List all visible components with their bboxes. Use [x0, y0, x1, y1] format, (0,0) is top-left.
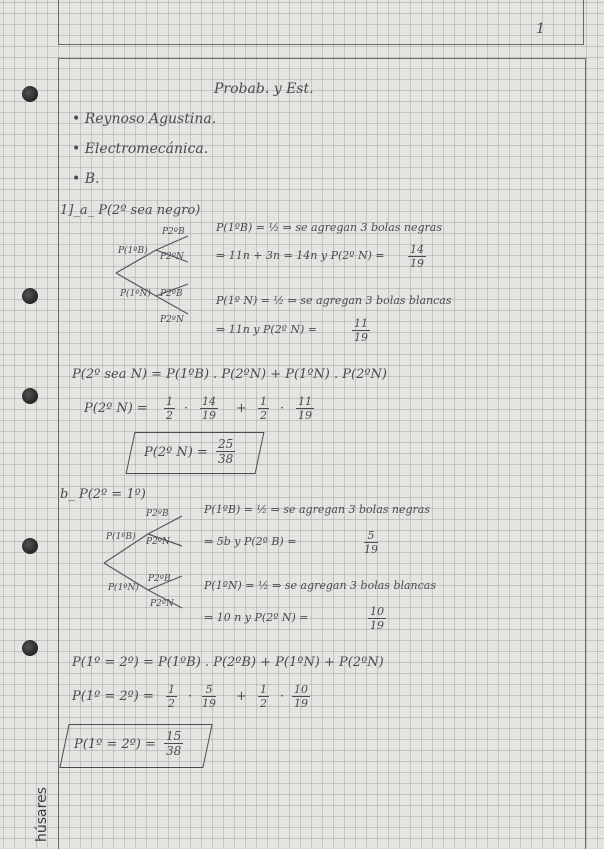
tree-a-branch1: P(1ºB) — [118, 246, 148, 256]
a-case1-fraction: $\frac{14}{19}$ — [410, 243, 424, 270]
b-case2-text: P(1ºN) = ½ ⇒ se agregan 3 bolas blancas — [204, 579, 437, 592]
tree-b-b2-sub2: P2ºN — [150, 599, 174, 609]
group: • B. — [72, 171, 100, 187]
a-answer-fraction: $\frac{25}{38}$ — [218, 437, 234, 466]
tree-b-b1-sub1: P2ºB — [146, 509, 169, 519]
a-calc-frac4: $\frac{11}{19}$ — [298, 395, 312, 422]
b-answer-label: P(1º = 2º) = — [74, 737, 156, 752]
brand-label: húsares — [34, 787, 50, 842]
a-case2-text: P(1º N) = ½ ⇒ se agregan 3 bolas blancas — [216, 294, 452, 307]
b-calc-frac1: $\frac{1}{2}$ — [168, 683, 175, 710]
b-case1-text: P(1ºB) = ½ ⇒ se agregan 3 bolas negras — [204, 503, 430, 516]
a-calc-label: P(2º N) = — [84, 401, 148, 416]
binder-hole — [22, 538, 38, 554]
a-calc-frac2: $\frac{14}{19}$ — [202, 395, 216, 422]
a-case1-result: ⇒ 11n + 3n = 14n y P(2º N) = — [216, 249, 385, 262]
a-case1-text: P(1ºB) = ½ ⇒ se agregan 3 bolas negras — [216, 221, 442, 234]
tree-b-branch1: P(1ºB) — [106, 532, 136, 542]
tree-branch — [156, 236, 188, 250]
career: • Electromecánica. — [72, 141, 209, 157]
student-name: • Reynoso Agustina. — [72, 111, 217, 127]
a-answer-label: P(2º N) = — [144, 445, 208, 460]
b-case1-fraction: $\frac{5}{19}$ — [364, 529, 378, 556]
tree-b-branch2: P(1ºN) — [108, 583, 139, 593]
b-calc-frac2: $\frac{5}{19}$ — [202, 683, 216, 710]
binder-hole — [22, 86, 38, 102]
b-case1-result: ⇒ 5b y P(2º B) = — [204, 535, 297, 548]
binder-hole — [22, 640, 38, 656]
b-total-prob-formula: P(1º = 2º) = P(1ºB) . P(2ºB) + P(1ºN) + P(2ºN) — [72, 655, 384, 670]
b-case2-result: ⇒ 10 n y P(2º N) = — [204, 611, 309, 624]
exercise-a-label: 1]_a_ P(2º sea negro) — [60, 203, 201, 218]
tree-a-b2-sub1: P2ºB — [160, 289, 183, 299]
tree-a-branch2: P(1ºN) — [120, 289, 151, 299]
probability-tree-a — [108, 228, 198, 328]
a-calc-frac3: $\frac{1}{2}$ — [260, 395, 267, 422]
tree-b-b2-sub1: P2ºB — [148, 574, 171, 584]
page-number: 1 — [536, 21, 545, 37]
exercise-b-label: b_ P(2º = 1º) — [60, 487, 146, 502]
tree-a-b2-sub2: P2ºN — [160, 315, 184, 325]
binder-hole — [22, 388, 38, 404]
tree-a-b1-sub1: P2ºB — [162, 227, 185, 237]
tree-a-b1-sub2: P2ºN — [160, 252, 184, 262]
tree-b-b1-sub2: P2ºN — [146, 537, 170, 547]
b-answer-fraction: $\frac{15}{38}$ — [166, 729, 182, 758]
b-calc-label: P(1º = 2º) = — [72, 689, 154, 704]
notebook-page: 1 Probab. y Est. • Reynoso Agustina. • Electromecánica. • B. 1]_a_ P(2º sea negro) P(1ºB) P2ºB P2ºN P(1ºN) P2ºB P2ºN P(1ºB) = ½ ⇒ se agregan 3 bolas negras ⇒ 11n + 3n = 14n y P(2º N) = $\frac{14}{19}$ P(1º N) = ½ ⇒ se agregan 3 bolas blancas ⇒ 11n y P(2º N) = $\frac{11}{19}$ P(2º sea N) = P(1ºB) . P(2ºN) + P(1ºN) . P(2ºN) P(2º N) = $\frac{1}{2}$ · $\frac{14}{19}$ + $\frac{1}{2}$ · $\frac{11}{19}$ P(2º N) = $\frac{25}{38}$ b_ P(2º = 1º) P(1ºB) P2ºB P2ºN P(1ºN) P2ºB P2ºN P(1ºB) = ½ ⇒ se agregan 3 bolas negras ⇒ 5b y P(2º B) = $\frac{5}{19}$ P(1ºN) = ½ ⇒ se agregan 3 bolas blancas ⇒ 10 n y P(2º N) = $\frac{10}{19}$ P(1º = 2º) = P(1ºB) . P(2ºB) + P(1ºN) + P(2ºN) P(1º = 2º) = $\frac{1}{2}$ · $\frac{5}{19}$ + $\frac{1}{2}$ · $\frac{10}{19}$ P(1º = 2º) = $\frac{15}{38}$ húsares — [0, 0, 604, 848]
b-calc-frac4: $\frac{10}{19}$ — [294, 683, 308, 710]
probability-tree-b — [96, 508, 196, 618]
a-case2-result: ⇒ 11n y P(2º N) = — [216, 323, 317, 336]
page-title: Probab. y Est. — [214, 81, 314, 97]
a-total-prob-formula: P(2º sea N) = P(1ºB) . P(2ºN) + P(1ºN) . P(2ºN) — [72, 367, 387, 382]
a-case2-fraction: $\frac{11}{19}$ — [354, 317, 368, 344]
b-case2-fraction: $\frac{10}{19}$ — [370, 605, 384, 632]
a-calc-frac1: $\frac{1}{2}$ — [166, 395, 173, 422]
binder-hole — [22, 288, 38, 304]
header-box — [58, 0, 584, 45]
b-calc-frac3: $\frac{1}{2}$ — [260, 683, 267, 710]
